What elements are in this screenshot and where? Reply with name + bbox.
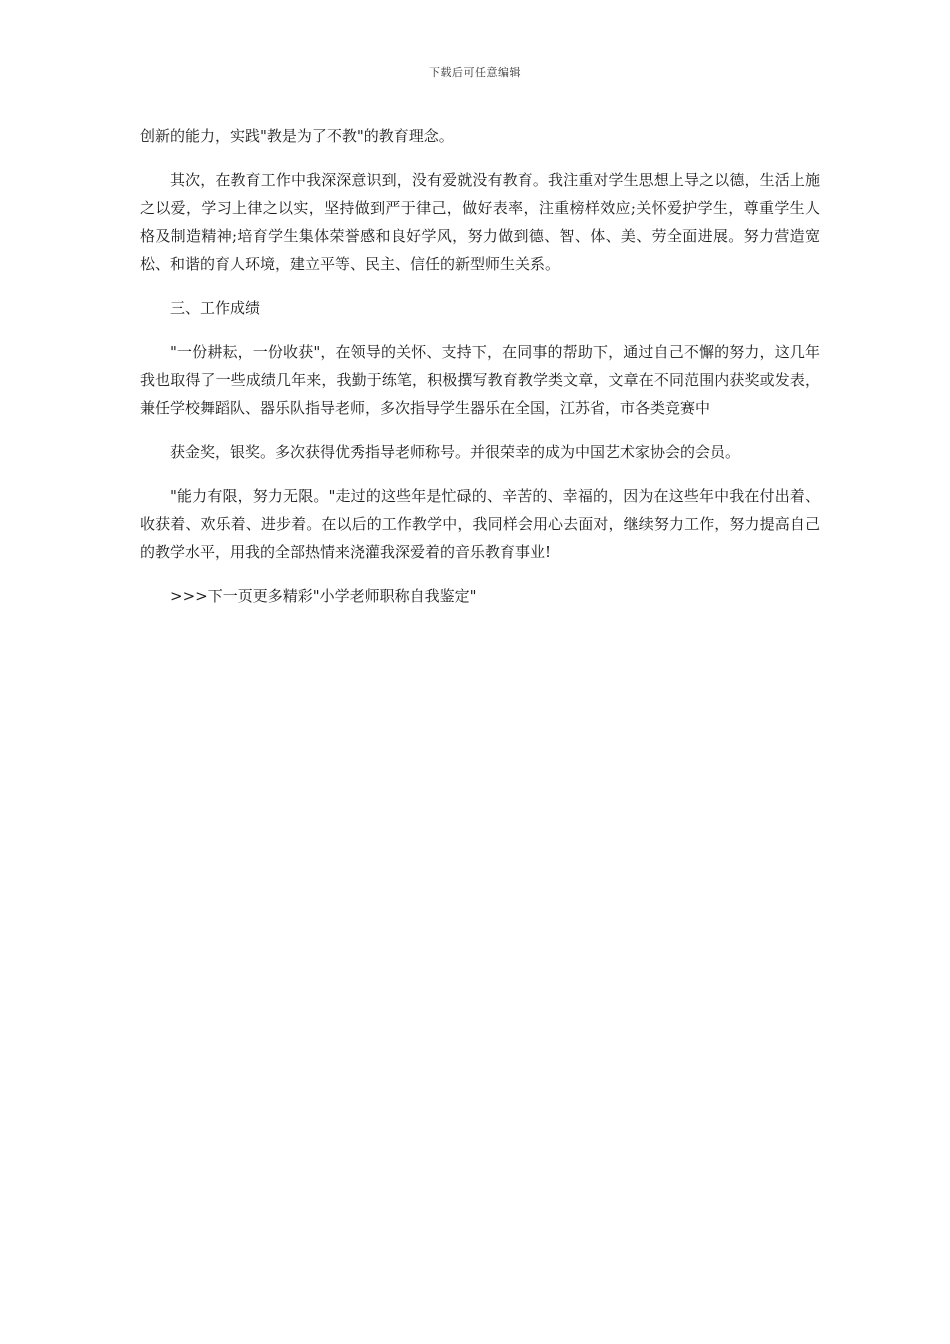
document-body xyxy=(140,122,820,626)
paragraph-awards: 获金奖，银奖。多次获得优秀指导老师称号。并很荣幸的成为中国艺术家协会的会员。 xyxy=(170,443,741,461)
next-page-link[interactable]: >>>下一页更多精彩"小学老师职称自我鉴定" xyxy=(170,587,477,605)
paragraph-achievements: "一份耕耘，一份收获"，在领导的关怀、支持下，在同事的帮助下，通过自己不懈的努力，这几年我也取得了一些成绩几年来，我勤于练笔，积极撰写教育教学类文章，文章在不同范围内获奖或发表，兼任学校舞蹈队、器乐队指导老师，多次指导学生器乐在全国，江苏省，市各类竞赛中 xyxy=(140,343,820,417)
page-header-note: 下载后可任意编辑 xyxy=(429,66,521,79)
paragraph-closing: "能力有限，努力无限。"走过的这些年是忙碌的、辛苦的、幸福的，因为在这些年中我在付出着、收获着、欢乐着、进步着。在以后的工作教学中，我同样会用心去面对，继续努力工作，努力提高自己的教学水平，用我的全部热情来浇灌我深爱着的音乐教育事业! xyxy=(140,487,820,561)
paragraph-love-education: 其次，在教育工作中我深深意识到，没有爱就没有教育。我注重对学生思想上导之以德，生活上施之以爱，学习上律之以实，坚持做到严于律己，做好表率，注重榜样效应;关怀爱护学生，尊重学生人格及制造精神;培育学生集体荣誉感和良好学风，努力做到德、智、体、美、劳全面进展。努力营造宽松、和谐的育人环境，建立平等、民主、信任的新型师生关系。 xyxy=(140,171,820,273)
paragraph-continuation: 创新的能力，实践"教是为了不教"的教育理念。 xyxy=(140,127,454,145)
section-heading-achievements: 三、工作成绩 xyxy=(170,299,261,317)
